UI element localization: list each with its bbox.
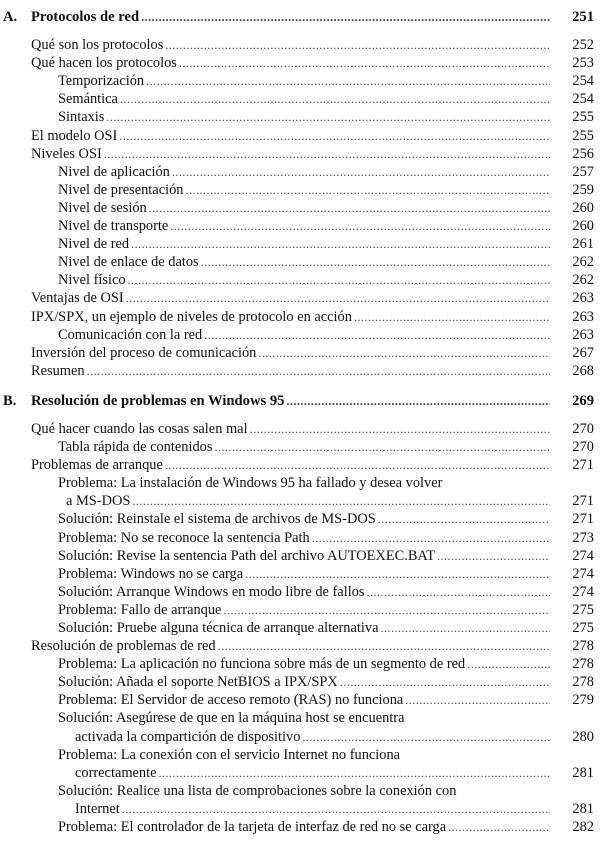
dot-leader [132, 492, 550, 510]
page-number: 263 [572, 290, 594, 307]
dot-leader [312, 529, 550, 547]
dot-leader [170, 217, 550, 235]
section-letter: B. [3, 392, 17, 409]
toc-entry [0, 583, 600, 601]
entry-text: El modelo OSI [31, 127, 118, 144]
page-number: 263 [572, 326, 594, 343]
entry-text-continued: a MS-DOS [66, 493, 131, 510]
dot-leader [165, 456, 550, 474]
entry-text: Ventajas de OSI [31, 290, 124, 307]
section-title: Protocolos de red [31, 9, 140, 25]
page-number: 253 [572, 55, 594, 72]
dot-leader [467, 655, 550, 673]
page-number: 262 [572, 272, 594, 289]
dot-leader [258, 344, 550, 362]
entry-text: Solución: Revise la sentencia Path del archivo AUTOEXEC.BAT [58, 547, 436, 564]
page-number: 270 [572, 420, 594, 437]
toc-entry [0, 601, 600, 619]
toc-entry [0, 181, 600, 199]
entry-text: Problema: Fallo de arranque [58, 601, 222, 618]
toc-entry [0, 145, 600, 163]
toc-entry [0, 362, 600, 380]
entry-text: Solución: Pruebe alguna técnica de arranque alternativa [58, 620, 379, 636]
page-number: 260 [572, 218, 594, 235]
entry-text: Qué son los protocolos [31, 37, 164, 54]
entry-text: Solución: Asegúrese de que en la máquina host se encuentra [58, 710, 405, 727]
dot-leader [218, 637, 550, 655]
toc-entry-continuation [0, 764, 600, 782]
toc-entry [0, 326, 600, 344]
page-number: 268 [572, 362, 594, 379]
page-number: 254 [572, 73, 594, 90]
page-number: 270 [572, 439, 594, 456]
page-number: 279 [572, 692, 594, 709]
toc-entry [0, 308, 600, 326]
dot-leader [367, 583, 550, 601]
dot-leader [286, 392, 550, 410]
dot-leader [104, 145, 550, 163]
toc-entry [0, 271, 600, 289]
page-number: 278 [572, 674, 594, 691]
dot-leader [120, 90, 550, 108]
entry-text: Nivel físico [58, 272, 126, 289]
section-letter: A. [3, 9, 18, 25]
dot-leader [159, 764, 551, 782]
page-number: 255 [572, 109, 594, 126]
page-number: 281 [572, 764, 594, 781]
page-number: 267 [572, 344, 594, 361]
dot-leader [149, 199, 550, 217]
page-number: 262 [572, 254, 594, 271]
page-number: 275 [572, 620, 594, 636]
entry-text: Nivel de presentación [58, 181, 184, 198]
entry-text: IPX/SPX, un ejemplo de niveles de protocolo en acción [31, 308, 352, 325]
toc-entry [0, 547, 600, 565]
page-number: 275 [572, 601, 594, 618]
dot-leader [437, 547, 550, 565]
entry-text: Nivel de aplicación [58, 163, 170, 180]
toc-entry [0, 691, 600, 709]
page-number: 263 [572, 308, 594, 325]
toc-entry-continuation [0, 800, 600, 818]
dot-leader [141, 8, 550, 26]
toc-entry [0, 54, 600, 72]
page-number: 274 [572, 565, 594, 582]
page-number: 257 [572, 163, 594, 180]
dot-leader [201, 253, 550, 271]
toc-entry-continuation [0, 728, 600, 746]
entry-text: Inversión del proceso de comunicación [31, 344, 257, 361]
dot-leader [126, 289, 550, 307]
toc-entry [0, 163, 600, 181]
entry-text: Nivel de sesión [58, 199, 147, 216]
toc-entry [0, 565, 600, 583]
entry-text: Problema: La conexión con el servicio Internet no funciona [58, 746, 401, 763]
dot-leader [87, 362, 550, 380]
entry-list [0, 420, 600, 836]
dot-leader [405, 691, 550, 709]
entry-text: Semántica [58, 91, 118, 108]
entry-text: Solución: Añada el soporte NetBIOS a IPX/SPX [58, 674, 338, 691]
dot-leader [380, 619, 550, 637]
page-number: 252 [572, 37, 594, 54]
toc-entry [0, 344, 600, 362]
dot-leader [122, 800, 550, 818]
entry-text: Problema: La instalación de Windows 95 ha fallado y desea volver [58, 475, 443, 492]
dot-leader [354, 308, 550, 326]
entry-text: Temporización [58, 73, 145, 90]
toc-entry [0, 217, 600, 235]
toc-entry [0, 36, 600, 54]
toc-entry-line [0, 746, 600, 764]
entry-text: Nivel de red [58, 236, 130, 253]
entry-text: Niveles OSI [31, 145, 102, 162]
page-number: 261 [572, 236, 594, 253]
toc-entry [0, 108, 600, 126]
toc-entry [0, 420, 600, 438]
toc-entry [0, 510, 600, 528]
entry-text: Problema: El Servidor de acceso remoto (RAS) no funciona [58, 692, 404, 709]
entry-text: Problema: El controlador de la tarjeta de interfaz de red no se carga [58, 819, 447, 836]
toc-entry [0, 619, 600, 637]
dot-leader [378, 510, 550, 528]
toc-entry [0, 90, 600, 108]
dot-leader [448, 818, 550, 836]
page-number: 278 [572, 656, 594, 673]
page-number: 274 [572, 547, 594, 564]
toc-entry [0, 289, 600, 307]
dot-leader [340, 673, 550, 691]
entry-text: Resumen [31, 362, 85, 379]
entry-text: Problema: Windows no se carga [58, 565, 244, 582]
page-number: 274 [572, 583, 594, 600]
section-heading-text [0, 392, 284, 410]
dot-leader [106, 108, 550, 126]
entry-text-continued: activada la compartición de dispositivo [75, 728, 301, 745]
page-number: 273 [572, 529, 594, 546]
page-number: 271 [572, 493, 594, 510]
entry-text: Qué hacer cuando las cosas salen mal [31, 420, 248, 437]
entry-text: Solución: Reinstale el sistema de archivos de MS-DOS [58, 511, 376, 528]
page-number: 269 [572, 392, 594, 409]
entry-text: Resolución de problemas de red [31, 638, 216, 655]
entry-text: Problemas de arranque [31, 457, 163, 474]
toc-entry [0, 72, 600, 90]
entry-text: Solución: Realice una lista de comprobaciones sobre la conexión con [58, 782, 457, 799]
toc-entry [0, 127, 600, 145]
entry-text-continued: Internet [75, 800, 120, 817]
section-title: Resolución de problemas en Windows 95 [31, 392, 285, 409]
entry-text: Sintaxis [58, 109, 105, 126]
toc-entry [0, 655, 600, 673]
page-number: 278 [572, 638, 594, 655]
entry-list [0, 36, 600, 380]
dot-leader [223, 601, 550, 619]
page-number: 254 [572, 91, 594, 108]
toc-entry-continuation [0, 492, 600, 510]
page-number: 271 [572, 511, 594, 528]
entry-text: Nivel de transporte [58, 218, 169, 235]
toc-entry-line [0, 782, 600, 800]
page-number: 271 [572, 457, 594, 474]
dot-leader [131, 235, 550, 253]
section-heading [0, 8, 600, 26]
dot-leader [179, 54, 550, 72]
section-heading [0, 392, 600, 410]
dot-leader [302, 728, 550, 746]
page-number: 282 [572, 819, 594, 836]
dot-leader [250, 420, 550, 438]
dot-leader [185, 181, 550, 199]
toc-entry [0, 438, 600, 456]
toc-entry-line [0, 709, 600, 727]
page-number: 260 [572, 199, 594, 216]
toc-entry [0, 529, 600, 547]
toc-entry [0, 253, 600, 271]
dot-leader [165, 36, 550, 54]
toc-entry [0, 818, 600, 836]
toc-entry [0, 673, 600, 691]
entry-text: Problema: La aplicación no funciona sobre más de un segmento de red [58, 656, 466, 673]
entry-text: Qué hacen los protocolos [31, 55, 177, 72]
dot-leader [204, 326, 550, 344]
page-number: 280 [572, 728, 594, 745]
dot-leader [172, 163, 550, 181]
toc-entry [0, 199, 600, 217]
entry-text: Comunicación con la red [58, 326, 203, 343]
page-number: 255 [572, 127, 594, 144]
dot-leader [146, 72, 550, 90]
entry-text-continued: correctamente [75, 764, 157, 781]
toc-entry-line [0, 474, 600, 492]
page-number: 281 [572, 800, 594, 817]
section-heading-text [0, 8, 139, 26]
dot-leader [214, 438, 550, 456]
entry-text: Tabla rápida de contenidos [58, 439, 213, 456]
entry-text: Solución: Arranque Windows en modo libre de fallos [58, 583, 365, 600]
dot-leader [128, 271, 550, 289]
entry-text: Nivel de enlace de datos [58, 254, 199, 271]
dot-leader [119, 127, 550, 145]
page-number: 256 [572, 145, 594, 162]
dot-leader [245, 565, 550, 583]
toc-entry [0, 235, 600, 253]
toc-entry [0, 456, 600, 474]
page-number: 259 [572, 181, 594, 198]
page-number: 251 [572, 9, 594, 25]
entry-text: Problema: No se reconoce la sentencia Path [58, 529, 310, 546]
toc-entry [0, 637, 600, 655]
